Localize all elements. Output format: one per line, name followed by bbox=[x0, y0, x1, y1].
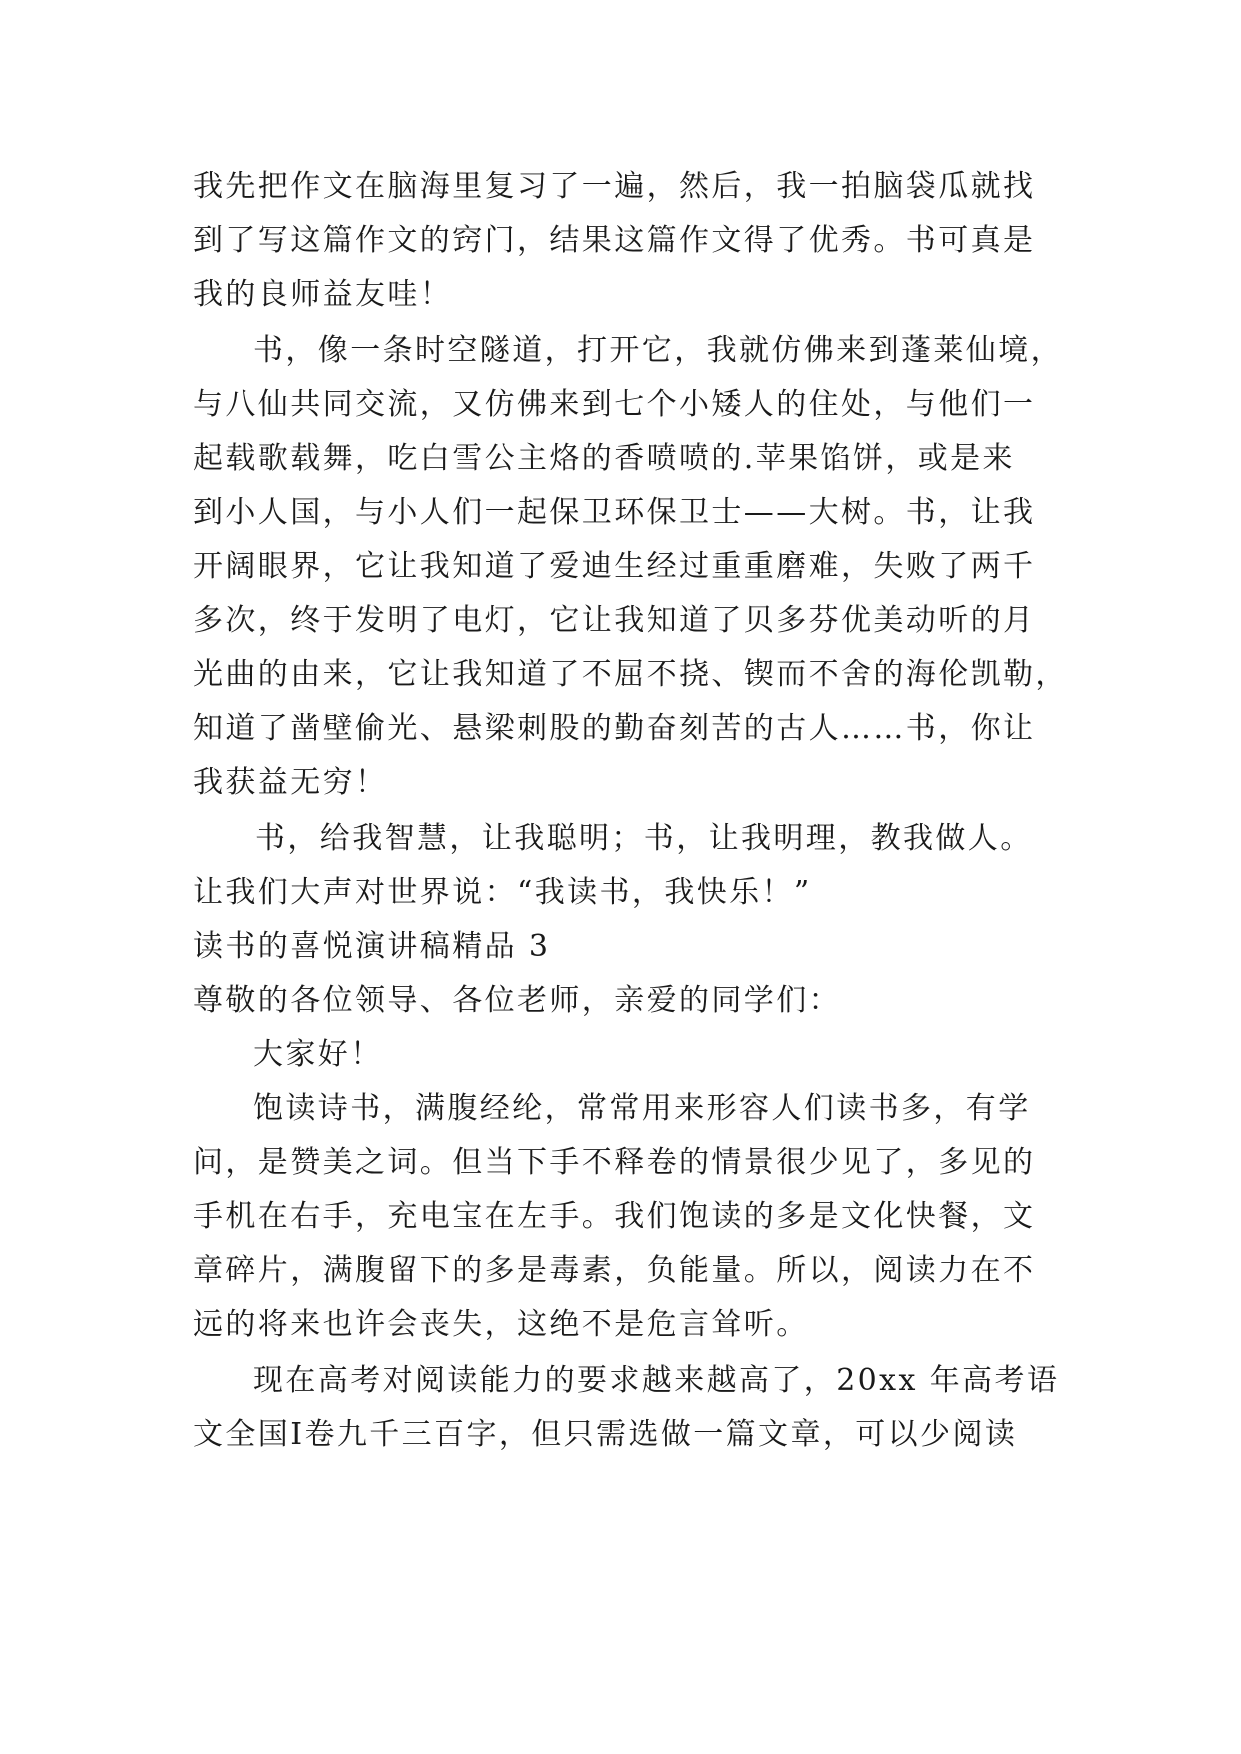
text-line: 文全国Ⅰ卷九千三百字，但只需选做一篇文章，可以少阅读 bbox=[193, 1417, 1018, 1452]
text-line: 我的良师益友哇！ bbox=[193, 277, 453, 312]
text-line: 光曲的由来，它让我知道了不屈不挠、锲而不舍的海伦凯勒， bbox=[193, 657, 1068, 692]
salutation: 尊敬的各位领导、各位老师，亲爱的同学们： bbox=[193, 983, 841, 1018]
paragraph-first-line: 书，给我智慧，让我聪明；书，让我明理，教我做人。 bbox=[255, 821, 1033, 856]
section-heading: 读书的喜悦演讲稿精品 3 bbox=[193, 929, 551, 964]
text-line: 让我们大声对世界说：“我读书，我快乐！” bbox=[193, 875, 812, 910]
text-line: 知道了凿壁偷光、悬梁刺股的勤奋刻苦的古人……书，你让 bbox=[193, 711, 1036, 746]
text-line: 手机在右手，充电宝在左手。我们饱读的多是文化快餐，文 bbox=[193, 1199, 1036, 1234]
text-line: 远的将来也许会丧失，这绝不是危言耸听。 bbox=[193, 1307, 809, 1342]
text-line: 与八仙共同交流，又仿佛来到七个小矮人的住处，与他们一 bbox=[193, 387, 1036, 422]
text-line: 到了写这篇作文的窍门，结果这篇作文得了优秀。书可真是 bbox=[193, 223, 1036, 258]
text-line: 到小人国，与小人们一起保卫环保卫士——大树。书，让我 bbox=[193, 495, 1036, 530]
text-line: 多次，终于发明了电灯，它让我知道了贝多芬优美动听的月 bbox=[193, 603, 1036, 638]
text-line: 问，是赞美之词。但当下手不释卷的情景很少见了，多见的 bbox=[193, 1145, 1036, 1180]
paragraph-first-line: 现在高考对阅读能力的要求越来越高了，20xx 年高考语 bbox=[253, 1363, 1060, 1398]
text-line: 我获益无穷！ bbox=[193, 765, 388, 800]
greeting: 大家好！ bbox=[253, 1037, 383, 1072]
paragraph-first-line: 饱读诗书，满腹经纶，常常用来形容人们读书多，有学 bbox=[253, 1091, 1031, 1126]
text-line: 章碎片，满腹留下的多是毒素，负能量。所以，阅读力在不 bbox=[193, 1253, 1036, 1288]
text-line: 我先把作文在脑海里复习了一遍，然后，我一拍脑袋瓜就找 bbox=[193, 169, 1036, 204]
text-line: 起载歌载舞，吃白雪公主烙的香喷喷的.苹果馅饼，或是来 bbox=[193, 441, 1015, 476]
paragraph-first-line: 书，像一条时空隧道，打开它，我就仿佛来到蓬莱仙境， bbox=[253, 333, 1063, 368]
text-line: 开阔眼界，它让我知道了爱迪生经过重重磨难，失败了两千 bbox=[193, 549, 1036, 584]
